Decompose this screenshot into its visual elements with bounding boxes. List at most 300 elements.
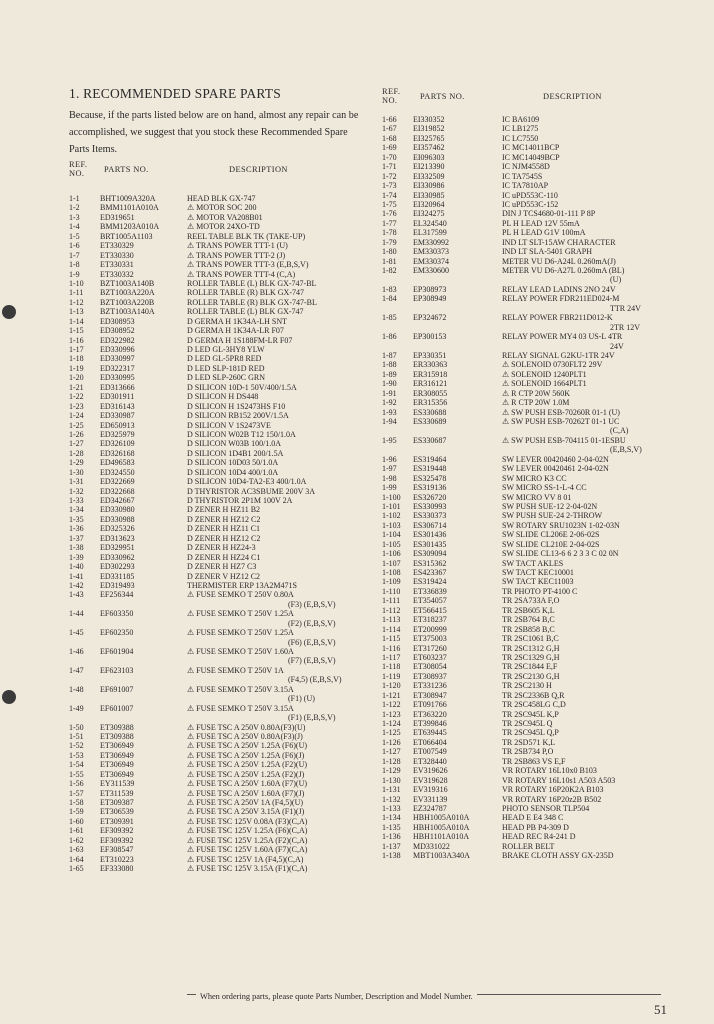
parts-number: EM330373 xyxy=(413,247,449,257)
parts-number: ET603237 xyxy=(413,652,447,662)
ref-number: 1-77 xyxy=(382,218,397,228)
part-description: IC TA7810AP xyxy=(502,181,549,191)
part-description: RELAY POWER FDR211ED024-M xyxy=(502,294,620,304)
parts-number: ED330997 xyxy=(100,354,135,364)
parts-number: ED330988 xyxy=(100,514,135,524)
footer-note: When ordering parts, please quote Parts Number, Description and Model Number. xyxy=(196,992,477,1001)
parts-number: ET310223 xyxy=(100,854,134,864)
parts-number: ED331185 xyxy=(100,571,135,581)
ref-number: 1-28 xyxy=(69,448,84,458)
part-description: IC MC14011BCP xyxy=(502,143,560,153)
table-row xyxy=(382,615,672,624)
ref-number: 1-89 xyxy=(382,369,397,379)
parts-number: ET330330 xyxy=(100,250,134,260)
ref-number: 1-34 xyxy=(69,505,84,515)
parts-number: ET306949 xyxy=(100,741,134,751)
part-description: TR 2SB863 VS E,F xyxy=(502,756,566,766)
part-description: SW SLIDE CL13-6 6 2 3 3 C 02 0N xyxy=(502,549,619,559)
part-description: SW ROTARY SRU1023N 1-02-03N xyxy=(502,520,620,530)
table-row xyxy=(69,789,374,798)
ref-number: 1-121 xyxy=(382,690,401,700)
table-row xyxy=(382,747,672,756)
parts-number: EF602350 xyxy=(100,628,134,638)
ref-number: 1-27 xyxy=(69,439,84,449)
table-row xyxy=(69,449,374,458)
right-parts-header: PARTS NO. xyxy=(420,92,465,101)
page-number: 51 xyxy=(654,1002,667,1017)
part-description: VR ROTARY 16P20z2B B502 xyxy=(502,794,602,804)
ref-number: 1-132 xyxy=(382,794,401,804)
part-description: SW TACT AKLES xyxy=(502,558,564,568)
table-row xyxy=(69,826,374,835)
ref-number: 1-58 xyxy=(69,798,84,807)
ref-number: 1-133 xyxy=(382,803,401,813)
part-description: TR 2SC945L Q xyxy=(502,719,553,728)
table-row xyxy=(382,776,672,785)
table-row xyxy=(382,162,672,171)
right-parts-list xyxy=(382,115,672,861)
table-row xyxy=(382,238,672,247)
table-row xyxy=(69,515,374,524)
part-description: ⚠ FUSE TSC A 250V 0.80A(F3)(J) xyxy=(187,731,303,741)
part-description: ⚠ TRANS POWER TTT-4 (C,A) xyxy=(187,269,296,279)
ref-number: 1-134 xyxy=(382,813,401,823)
part-description: VR ROTARY 16P20K2A B103 xyxy=(502,785,604,795)
table-row xyxy=(69,713,374,722)
part-description: ⚠ FUSE TSC 125V 0.08A (F3)(C,A) xyxy=(187,816,308,826)
part-description: IC LC7550 xyxy=(502,133,539,143)
ref-number: 1-100 xyxy=(382,492,401,502)
part-description: IC TA7545S xyxy=(502,171,543,181)
ref-number: 1-22 xyxy=(69,392,84,402)
right-desc-header: DESCRIPTION xyxy=(543,92,602,101)
parts-number: EZ324787 xyxy=(413,803,447,813)
table-row xyxy=(69,458,374,467)
part-description: D LED GL-3HY8 YLW xyxy=(187,345,265,354)
parts-number: EY311539 xyxy=(100,779,135,789)
ref-number: 1-78 xyxy=(382,228,397,238)
parts-number: BMM1101A010A xyxy=(100,203,159,213)
part-description: HEAD E E4 348 C xyxy=(502,813,564,823)
ref-number: 1-103 xyxy=(382,520,401,530)
parts-number: ER330363 xyxy=(413,360,448,370)
parts-number: ES330689 xyxy=(413,417,447,426)
parts-number: ED324550 xyxy=(100,467,135,477)
ref-number: 1-137 xyxy=(382,841,401,851)
part-description: SW TACT KEC11003 xyxy=(502,577,574,587)
table-row xyxy=(69,543,374,552)
table-row xyxy=(382,851,672,860)
table-row xyxy=(382,634,672,643)
table-row xyxy=(382,625,672,634)
table-row xyxy=(69,373,374,382)
part-description: SW PUSH SUE-24 2-THROW xyxy=(502,511,603,521)
table-row xyxy=(69,241,374,250)
parts-number: EI357462 xyxy=(413,143,445,153)
parts-number: EI330985 xyxy=(413,190,445,200)
ref-number: 1-55 xyxy=(69,769,84,779)
ref-number: 1-94 xyxy=(382,417,397,426)
parts-number: EM330600 xyxy=(413,266,449,275)
parts-number: ED325979 xyxy=(100,429,135,439)
ref-number: 1-66 xyxy=(382,115,397,124)
parts-number: ET091766 xyxy=(413,700,447,710)
ref-number: 1-49 xyxy=(69,703,84,713)
parts-number: EP324672 xyxy=(413,313,447,323)
ref-number: 1-15 xyxy=(69,326,84,336)
ref-number: 1-56 xyxy=(69,779,84,789)
part-description: HEAD BLK GX-747 xyxy=(187,194,256,203)
ref-number: 1-20 xyxy=(69,373,84,383)
table-row xyxy=(69,855,374,864)
ref-number: 1-53 xyxy=(69,750,84,760)
ref-number: 1-42 xyxy=(69,580,84,590)
part-description: ⚠ FUSE SEMKO T 250V 1.25A xyxy=(187,628,294,638)
ref-number: 1-59 xyxy=(69,807,84,817)
parts-number: EF691007 xyxy=(100,684,134,694)
part-description: (F7) (E,B,S,V) xyxy=(288,656,336,666)
ref-number: 1-72 xyxy=(382,171,397,181)
part-description: ⚠ FUSE TSC A 250V 0.80A(F3)(U) xyxy=(187,722,306,732)
part-description: SW LEVER 00420460 2-04-02N xyxy=(502,454,609,464)
part-description: IC uPD553C-110 xyxy=(502,190,558,200)
part-description: IND LT SLA-5401 GRAPH xyxy=(502,247,593,257)
table-row xyxy=(382,596,672,605)
ref-number: 1-111 xyxy=(382,596,401,606)
ref-number: 1-110 xyxy=(382,586,401,596)
part-description: D SILICON 10D-1 50V/400/1.5A xyxy=(187,382,297,392)
table-row xyxy=(69,638,374,647)
table-row xyxy=(69,288,374,297)
parts-number: ET330331 xyxy=(100,260,134,270)
parts-number: ES326720 xyxy=(413,492,447,502)
left-ref-header: REF. NO. xyxy=(69,160,88,178)
part-description: D GERMA H 1K34A-LH SNT xyxy=(187,316,287,326)
parts-number: EI332509 xyxy=(413,171,445,181)
part-description: ⚠ FUSE TSC 125V 1.60A (F7)(C,A) xyxy=(187,845,308,855)
ref-number: 1-119 xyxy=(382,671,401,681)
table-row xyxy=(382,719,672,728)
ref-number: 1-17 xyxy=(69,345,84,354)
table-row xyxy=(69,751,374,760)
part-description: IC MC14049BCP xyxy=(502,152,560,162)
part-description: TR 2SC1312 G,H xyxy=(502,643,560,653)
ref-number: 1-71 xyxy=(382,162,397,172)
parts-number: ET308054 xyxy=(413,662,447,672)
parts-number: ET328440 xyxy=(413,756,447,766)
part-description: D SILICON H 1S2473HS F10 xyxy=(187,401,286,411)
ref-number: 1-9 xyxy=(69,269,80,279)
ref-number: 1-8 xyxy=(69,260,80,270)
table-row xyxy=(69,590,374,599)
part-description: SW MICRO K3 CC xyxy=(502,473,567,483)
intro-paragraph: Because, if the parts listed below are on hand, almost any repair can be accomplished, we suggest that you stock these Recommended Spare Parts Items. xyxy=(69,110,359,155)
ref-number: 1-10 xyxy=(69,278,84,288)
part-description: RELAY LEAD LADINS 2NO 24V xyxy=(502,284,616,294)
table-row xyxy=(69,505,374,514)
ref-number: 1-19 xyxy=(69,363,84,373)
ref-number: 1-108 xyxy=(382,568,401,577)
table-row xyxy=(69,600,374,609)
ref-number: 1-114 xyxy=(382,624,401,634)
table-row xyxy=(382,351,672,360)
ref-number: 1-97 xyxy=(382,464,397,474)
parts-number: EF256344 xyxy=(100,590,134,600)
parts-number: ES330687 xyxy=(413,435,447,445)
ref-number: 1-88 xyxy=(382,360,397,370)
parts-number: EF603350 xyxy=(100,609,134,619)
ref-number: 1-18 xyxy=(69,354,84,364)
ref-number: 1-96 xyxy=(382,454,397,464)
ref-number: 1-50 xyxy=(69,722,84,732)
ref-number: 1-92 xyxy=(382,398,397,408)
part-description: IC NJM4558D xyxy=(502,162,550,172)
right-ref-header: REF. NO. xyxy=(382,87,401,105)
ref-number: 1-36 xyxy=(69,524,84,534)
ref-number: 1-51 xyxy=(69,731,84,741)
table-row xyxy=(382,511,672,520)
table-row xyxy=(69,562,374,571)
ref-number: 1-136 xyxy=(382,832,401,842)
table-row xyxy=(382,370,672,379)
part-description: VR ROTARY 16L10x0 B103 xyxy=(502,766,597,776)
parts-number: BZT1003A140A xyxy=(100,307,155,317)
parts-number: ET309388 xyxy=(100,731,134,741)
parts-number: EI319852 xyxy=(413,124,445,134)
table-row xyxy=(382,823,672,832)
ref-number: 1-43 xyxy=(69,590,84,600)
table-row xyxy=(69,845,374,854)
part-description: PL H LEAD G1V 100mA xyxy=(502,228,586,238)
table-row xyxy=(382,200,672,209)
table-row xyxy=(69,704,374,713)
ref-number: 1-48 xyxy=(69,684,84,694)
parts-number: ED329951 xyxy=(100,543,135,553)
parts-number: EF601904 xyxy=(100,647,134,656)
table-row xyxy=(69,864,374,873)
table-row xyxy=(382,379,672,388)
part-description: ⚠ FUSE SEMKO T 250V 1A xyxy=(187,665,284,675)
table-row xyxy=(69,345,374,354)
table-row xyxy=(69,524,374,533)
part-description: ⚠ MOTOR 24XO-TD xyxy=(187,222,260,232)
parts-number: ES306714 xyxy=(413,520,447,530)
ref-number: 1-113 xyxy=(382,615,401,625)
ref-number: 1-79 xyxy=(382,237,397,247)
part-description: ⚠ R CTP 20W 1.0M xyxy=(502,398,570,408)
parts-number: EI324275 xyxy=(413,209,445,219)
table-row xyxy=(69,581,374,590)
parts-number: ET566415 xyxy=(413,605,447,615)
parts-number: EP330351 xyxy=(413,350,447,360)
ref-number: 1-84 xyxy=(382,294,397,304)
part-description: METER VU D6-A24L 0.260mA(J) xyxy=(502,256,616,266)
table-row xyxy=(69,723,374,732)
table-row xyxy=(69,203,374,212)
part-description: IC LB1275 xyxy=(502,124,539,134)
parts-number: ES319448 xyxy=(413,464,447,474)
ref-number: 1-62 xyxy=(69,835,84,845)
ref-number: 1-105 xyxy=(382,539,401,549)
ref-number: 1-16 xyxy=(69,335,84,345)
parts-number: EI320964 xyxy=(413,199,445,209)
ref-number: 1-82 xyxy=(382,266,397,275)
table-row xyxy=(382,436,672,445)
table-row xyxy=(382,389,672,398)
table-row xyxy=(69,213,374,222)
table-row xyxy=(382,700,672,709)
section-heading: 1. RECOMMENDED SPARE PARTS xyxy=(69,86,281,101)
part-description: ⚠ FUSE TSC 125V 1A (F4,5)(C,A) xyxy=(187,854,304,864)
table-row xyxy=(382,172,672,181)
parts-number: ET318237 xyxy=(413,615,447,625)
table-row xyxy=(69,817,374,826)
table-row xyxy=(382,209,672,218)
parts-number: ED308952 xyxy=(100,326,135,336)
part-description: ⚠ R CTP 20W 560K xyxy=(502,388,571,398)
part-description: TR 2SD571 K,L xyxy=(502,737,556,747)
parts-number: ED313623 xyxy=(100,533,135,543)
ref-number: 1-120 xyxy=(382,681,401,691)
table-row xyxy=(382,757,672,766)
parts-number: ES315362 xyxy=(413,558,447,568)
table-row xyxy=(69,685,374,694)
ref-number: 1-117 xyxy=(382,652,401,662)
table-row xyxy=(382,568,672,577)
parts-number: ET066404 xyxy=(413,737,447,747)
parts-number: ED496583 xyxy=(100,458,135,468)
ref-number: 1-138 xyxy=(382,851,401,861)
part-description: ⚠ FUSE TSC A 250V 3.15A (F1)(J) xyxy=(187,807,305,817)
part-description: D SILICON 10D03 50/1.0A xyxy=(187,458,279,468)
parts-number: EM330992 xyxy=(413,237,449,247)
part-description: TR 2SB858 B,C xyxy=(502,624,555,634)
ref-number: 1-5 xyxy=(69,231,80,241)
table-row xyxy=(69,741,374,750)
parts-number: ES309094 xyxy=(413,549,447,559)
parts-number: EI325765 xyxy=(413,133,445,143)
part-description: (F6) (E,B,S,V) xyxy=(288,637,336,647)
ref-number: 1-33 xyxy=(69,496,84,505)
ref-number: 1-60 xyxy=(69,816,84,826)
ref-number: 1-80 xyxy=(382,247,397,257)
part-description: ⚠ MOTOR VA208B01 xyxy=(187,212,263,222)
part-description: D SILICON V 1S2473VE xyxy=(187,420,271,430)
table-row xyxy=(382,464,672,473)
table-row xyxy=(382,426,672,435)
parts-number: ES325478 xyxy=(413,473,447,483)
ref-number: 1-69 xyxy=(382,143,397,153)
ref-number: 1-93 xyxy=(382,407,397,417)
table-row xyxy=(69,439,374,448)
ref-number: 1-116 xyxy=(382,643,401,653)
ref-number: 1-123 xyxy=(382,709,401,719)
ref-number: 1-38 xyxy=(69,543,84,553)
ref-number: 1-26 xyxy=(69,429,84,439)
parts-number: EP308949 xyxy=(413,294,447,304)
parts-number: ED325326 xyxy=(100,524,135,534)
parts-number: EV319628 xyxy=(413,775,448,785)
part-description: ⚠ FUSE SEMKO T 250V 0.80A xyxy=(187,590,294,600)
table-row xyxy=(69,496,374,505)
parts-number: HBH1101A010A xyxy=(413,832,470,842)
parts-number: ED326109 xyxy=(100,439,135,449)
parts-number: HBH1005A010A xyxy=(413,813,470,823)
ref-number: 1-83 xyxy=(382,284,397,294)
table-row xyxy=(382,587,672,596)
ref-number: 1-91 xyxy=(382,388,397,398)
parts-number: EF309392 xyxy=(100,826,134,836)
part-description: TR 2SC1844 E,F xyxy=(502,662,558,672)
table-row xyxy=(382,842,672,851)
part-description: HEAD REC R4-241 D xyxy=(502,832,576,842)
table-row xyxy=(382,502,672,511)
ref-number: 1-25 xyxy=(69,420,84,430)
table-row xyxy=(382,530,672,539)
part-description: TR PHOTO PT-4100 C xyxy=(502,586,578,596)
ref-number: 1-1 xyxy=(69,194,80,203)
table-row xyxy=(69,534,374,543)
parts-number: EV331139 xyxy=(413,794,448,804)
ref-number: 1-30 xyxy=(69,467,84,477)
ref-number: 1-135 xyxy=(382,822,401,832)
parts-number: MBT1003A340A xyxy=(413,851,470,861)
parts-number: ET336839 xyxy=(413,586,447,596)
table-row xyxy=(69,307,374,316)
table-row xyxy=(382,606,672,615)
part-description: SW SLIDE CL210E 2-04-02S xyxy=(502,539,600,549)
ref-number: 1-129 xyxy=(382,766,401,776)
part-description: D LED GL-5PR8 RED xyxy=(187,354,262,364)
table-row xyxy=(382,219,672,228)
parts-number: EF333080 xyxy=(100,864,134,874)
parts-number: BZT1003A140B xyxy=(100,278,155,288)
parts-number: EF308547 xyxy=(100,845,134,855)
table-row xyxy=(69,675,374,684)
ref-number: 1-112 xyxy=(382,605,401,615)
parts-number: ED313666 xyxy=(100,382,135,392)
left-parts-list xyxy=(69,194,374,874)
ref-number: 1-86 xyxy=(382,332,397,342)
parts-number: ES319464 xyxy=(413,454,447,464)
ref-number: 1-68 xyxy=(382,133,397,143)
table-row xyxy=(69,760,374,769)
ref-number: 1-122 xyxy=(382,700,401,710)
parts-number: EI213390 xyxy=(413,162,445,172)
ref-number: 1-46 xyxy=(69,647,84,656)
part-description: ⚠ SOLENOID 1240PLT1 xyxy=(502,369,587,379)
parts-number: ED322982 xyxy=(100,335,135,345)
part-description: (U) xyxy=(610,275,622,285)
ref-number: 1-125 xyxy=(382,728,401,738)
table-row xyxy=(69,336,374,345)
ref-number: 1-81 xyxy=(382,256,397,266)
table-row xyxy=(69,251,374,260)
part-description: ⚠ SW PUSH ESB-70262T 01-1 UC xyxy=(502,417,620,426)
ref-number: 1-47 xyxy=(69,665,84,675)
table-row xyxy=(69,260,374,269)
part-description: TR 2SC1329 G,H xyxy=(502,652,560,662)
table-row xyxy=(69,553,374,562)
part-description: SW TACT KEC10001 xyxy=(502,568,574,577)
table-row xyxy=(382,181,672,190)
table-row xyxy=(382,191,672,200)
parts-number: BZT1003A220B xyxy=(100,297,155,307)
ref-number: 1-128 xyxy=(382,756,401,766)
part-description: ⚠ FUSE TSC 125V 3.15A (F1)(C,A) xyxy=(187,864,308,874)
table-row xyxy=(382,785,672,794)
left-parts-header: PARTS NO. xyxy=(104,165,149,174)
